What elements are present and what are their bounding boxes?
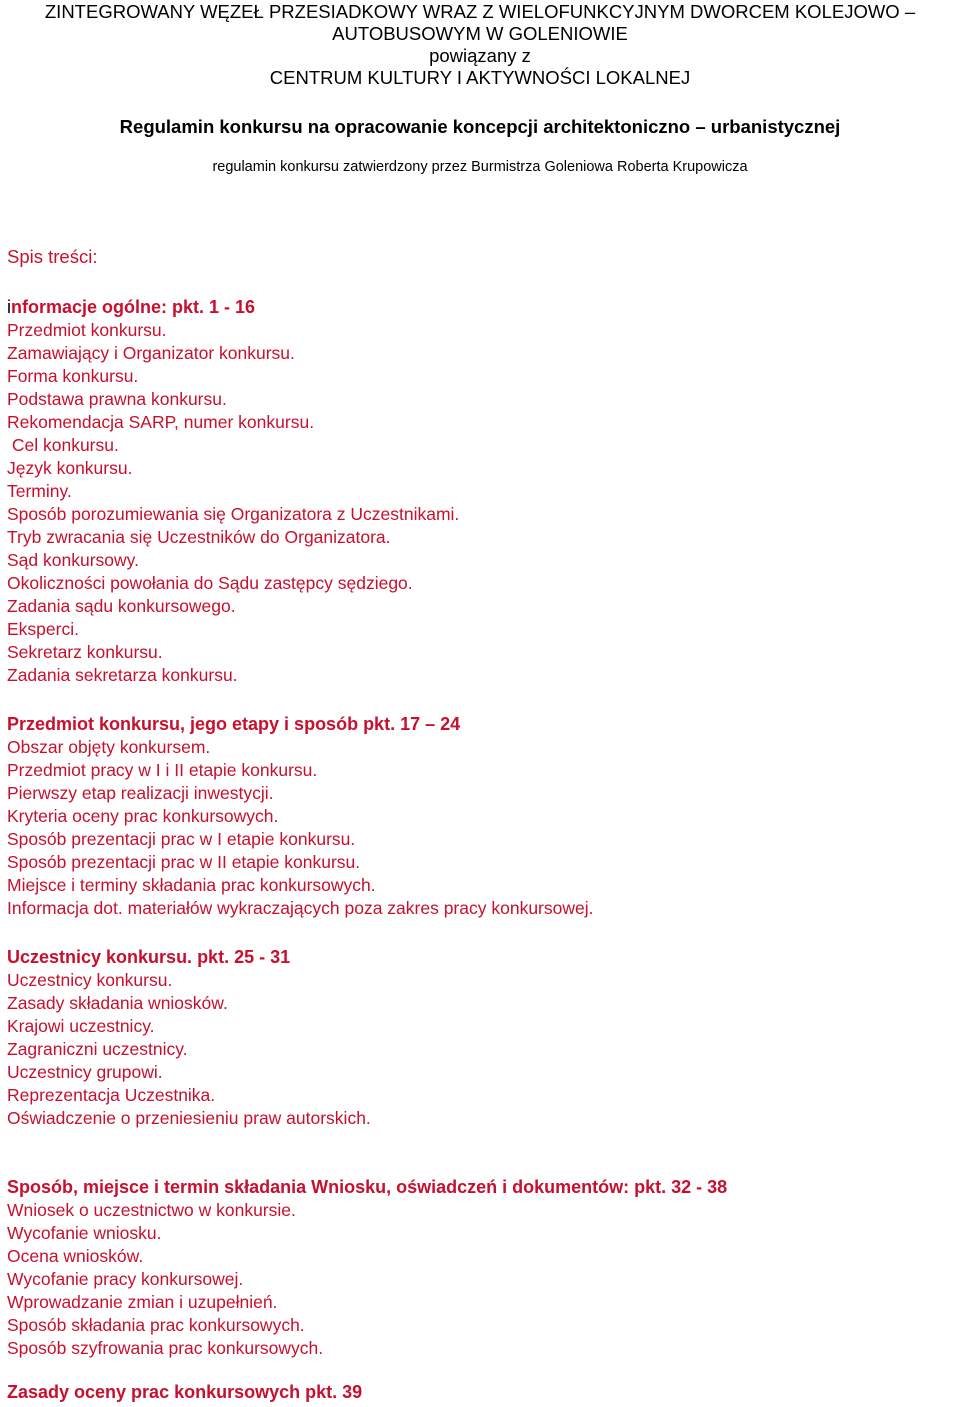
toc-item[interactable]: Sąd konkursowy.: [7, 550, 139, 570]
heading-prefix: i: [7, 297, 11, 317]
header-line-3: powiązany z: [429, 45, 531, 66]
toc-item[interactable]: Pierwszy etap realizacji inwestycji.: [7, 783, 274, 803]
header-line-1: ZINTEGROWANY WĘZEŁ PRZESIADKOWY WRAZ Z WIELOFUNKCYJNYM DWORCEM KOLEJOWO –: [44, 1, 916, 22]
toc-item[interactable]: Informacja dot. materiałów wykraczających poza zakres pracy konkursowej.: [7, 898, 594, 918]
toc-title: Spis treści:: [7, 246, 98, 267]
toc-item[interactable]: Przedmiot konkursu.: [7, 320, 167, 340]
toc-item[interactable]: Sposób składania prac konkursowych.: [7, 1315, 305, 1335]
toc-section-heading[interactable]: Uczestnicy konkursu. pkt. 25 - 31: [7, 947, 291, 967]
toc-item[interactable]: Okoliczności powołania do Sądu zastępcy sędziego.: [7, 573, 413, 593]
toc-item[interactable]: Uczestnicy grupowi.: [7, 1062, 163, 1082]
toc-section-submission: [7, 1176, 727, 1360]
document-subtitle: regulamin konkursu zatwierdzony przez Burmistrza Goleniowa Roberta Krupowicza: [212, 159, 748, 175]
toc-item[interactable]: Eksperci.: [7, 619, 79, 639]
toc-section-general: [7, 296, 459, 687]
toc-item[interactable]: Zadania sądu konkursowego.: [7, 596, 236, 616]
toc-section-heading[interactable]: Zasady oceny prac konkursowych pkt. 39: [7, 1382, 363, 1402]
toc-item[interactable]: Oświadczenie o przeniesieniu praw autorskich.: [7, 1108, 371, 1128]
toc-item[interactable]: Zagraniczni uczestnicy.: [7, 1039, 188, 1059]
toc-item[interactable]: Wprowadzanie zmian i uzupełnień.: [7, 1292, 278, 1312]
toc-item[interactable]: Sekretarz konkursu.: [7, 642, 163, 662]
toc-item[interactable]: Zasady składania wniosków.: [7, 993, 228, 1013]
toc-item[interactable]: Cel konkursu.: [7, 435, 119, 455]
toc-item[interactable]: Kryteria oceny prac konkursowych.: [7, 806, 279, 826]
toc-item[interactable]: Przedmiot pracy w I i II etapie konkursu.: [7, 760, 318, 780]
toc-item[interactable]: Sposób porozumiewania się Organizatora z Uczestnikami.: [7, 504, 460, 524]
toc-section-subject: [7, 713, 593, 920]
toc-item[interactable]: Obszar objęty konkursem.: [7, 737, 211, 757]
toc-item[interactable]: Podstawa prawna konkursu.: [7, 389, 227, 409]
toc-item[interactable]: Wniosek o uczestnictwo w konkursie.: [7, 1200, 296, 1220]
toc-item[interactable]: Wycofanie pracy konkursowej.: [7, 1269, 244, 1289]
toc-section-participants: [7, 946, 371, 1130]
toc-item[interactable]: Tryb zwracania się Uczestników do Organizatora.: [7, 527, 391, 547]
toc-item[interactable]: Sposób prezentacji prac w I etapie konkursu.: [7, 829, 356, 849]
document-title: Regulamin konkursu na opracowanie koncepcji architektoniczno – urbanistycznej: [119, 116, 841, 137]
toc-item[interactable]: Ocena wniosków.: [7, 1246, 144, 1266]
toc-item[interactable]: Krajowi uczestnicy.: [7, 1016, 155, 1036]
toc-item[interactable]: Zadania sekretarza konkursu.: [7, 665, 238, 685]
heading-text: nformacje ogólne: pkt. 1 - 16: [11, 297, 256, 317]
toc-item[interactable]: Język konkursu.: [7, 458, 133, 478]
toc-item[interactable]: Terminy.: [7, 481, 72, 501]
toc-item[interactable]: Forma konkursu.: [7, 366, 139, 386]
toc-item[interactable]: Miejsce i terminy składania prac konkursowych.: [7, 875, 376, 895]
toc-item[interactable]: Wycofanie wniosku.: [7, 1223, 162, 1243]
toc-item[interactable]: Sposób szyfrowania prac konkursowych.: [7, 1338, 324, 1358]
toc-section-evaluation: [7, 1381, 362, 1404]
toc-item[interactable]: Reprezentacja Uczestnika.: [7, 1085, 216, 1105]
toc-item[interactable]: Sposób prezentacji prac w II etapie konkursu.: [7, 852, 361, 872]
toc-section-heading[interactable]: Sposób, miejsce i termin składania Wniosku, oświadczeń i dokumentów: pkt. 32 - 38: [7, 1177, 728, 1197]
toc-item[interactable]: Zamawiający i Organizator konkursu.: [7, 343, 295, 363]
header-line-4: CENTRUM KULTURY I AKTYWNOŚCI LOKALNEJ: [269, 67, 691, 88]
toc-item[interactable]: Rekomendacja SARP, numer konkursu.: [7, 412, 315, 432]
document-header: [0, 0, 960, 89]
toc-section-heading[interactable]: [7, 296, 459, 319]
toc-item[interactable]: Uczestnicy konkursu.: [7, 970, 173, 990]
toc-section-heading[interactable]: Przedmiot konkursu, jego etapy i sposób pkt. 17 – 24: [7, 714, 461, 734]
header-line-2: AUTOBUSOWYM W GOLENIOWIE: [332, 23, 628, 44]
